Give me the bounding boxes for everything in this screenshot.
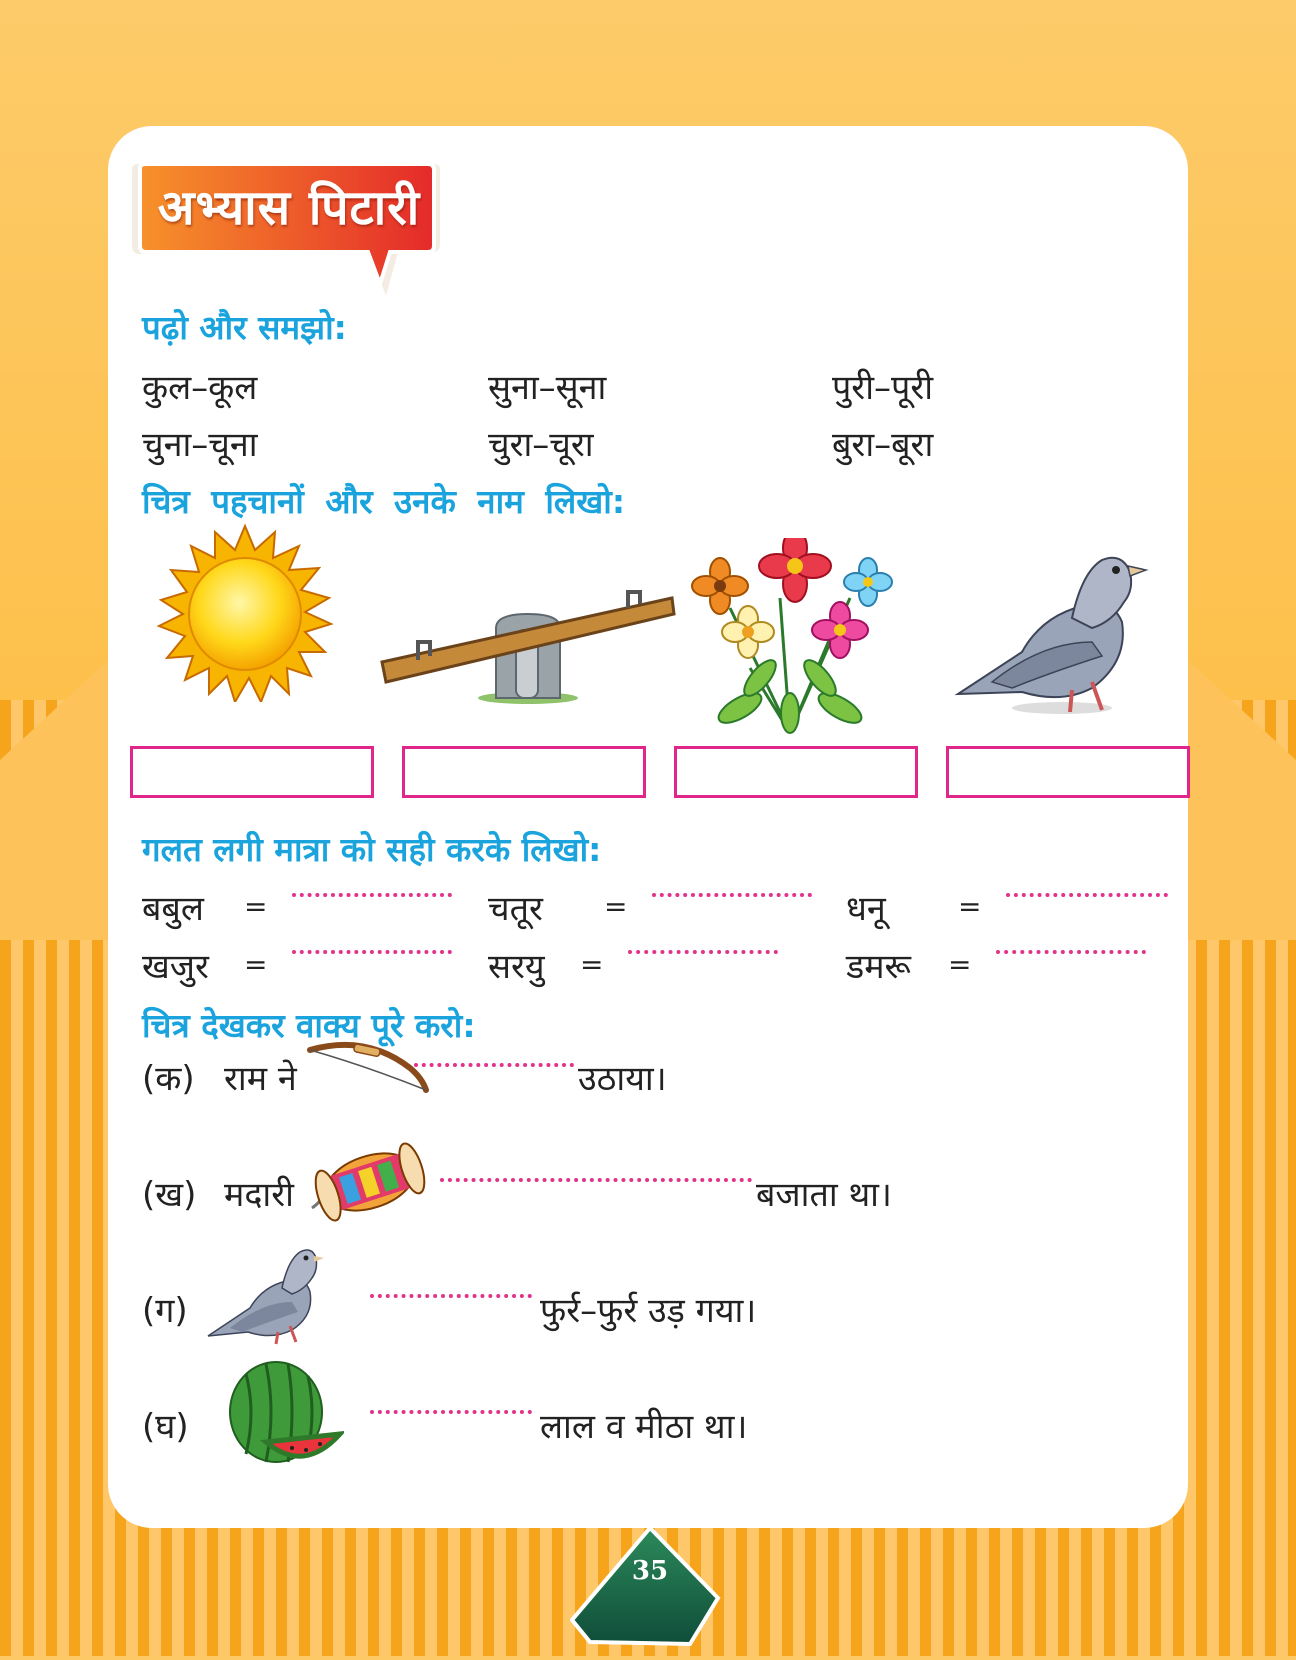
bow-icon [306,1040,436,1096]
answer-box-pigeon[interactable] [946,746,1190,798]
page-number: 35 [631,1556,669,1586]
word-pair: चुरा–चूरा [488,425,594,465]
answer-line[interactable] [370,1410,532,1414]
misspelled-word: खजुर [142,947,209,987]
sentence-end: बजाता था। [756,1175,892,1215]
page-number-badge [570,1526,730,1656]
misspelled-word: धनू [846,889,886,929]
word-pair: कुल–कूल [142,368,258,408]
misspelled-word: सरयु [488,947,545,987]
sentence-end: उठाया। [578,1059,667,1099]
misspelled-word: बबुल [142,889,204,929]
section-heading-correct: गलत लगी मात्रा को सही करके लिखो: [142,830,602,869]
answer-box-sun[interactable] [130,746,374,798]
answer-line[interactable] [292,893,452,897]
sentence-end: लाल व मीठा था। [540,1407,748,1447]
equals-sign: = [244,890,268,923]
answer-line[interactable] [414,1063,574,1067]
sun-icon [140,522,350,702]
word-pair: पुरी–पूरी [832,368,934,408]
watermelon-icon [226,1354,344,1472]
misspelled-word: डमरू [846,947,911,987]
misspelled-word: चतूर [488,889,543,929]
pigeon-icon [206,1236,326,1348]
equals-sign: = [580,948,604,981]
page-title: अभ्यास पिटारी [157,180,421,236]
section-heading-complete: चित्र देखकर वाक्य पूरे करो: [142,1006,476,1045]
equals-sign: = [958,890,982,923]
word-pair: सुना–सूना [488,368,607,408]
equals-sign: = [604,890,628,923]
answer-line[interactable] [628,950,778,954]
title-banner [128,160,442,256]
pigeon-icon [952,532,1152,722]
section-heading-read: पढ़ो और समझो: [142,308,347,347]
sentence-label: (ख) [142,1175,197,1215]
sentence-label: (घ) [142,1407,189,1447]
section-heading-identify: चित्र पहचानों और उनके नाम लिखो: [142,482,626,521]
sentence-label: (ग) [142,1291,188,1331]
answer-line[interactable] [1006,893,1168,897]
equals-sign: = [948,948,972,981]
answer-line[interactable] [652,893,812,897]
word-pair: बुरा–बूरा [832,425,934,465]
answer-line[interactable] [292,950,452,954]
answer-line[interactable] [996,950,1146,954]
equals-sign: = [244,948,268,981]
answer-box-seesaw[interactable] [402,746,646,798]
sentence-end: फुर्र–फुर्र उड़ गया। [540,1291,757,1331]
damru-icon [302,1134,438,1230]
sentence-start: मदारी [224,1175,294,1215]
word-pair: चुना–चूना [142,425,258,465]
answer-line[interactable] [440,1178,752,1182]
seesaw-icon [378,590,678,710]
answer-box-flowers[interactable] [674,746,918,798]
sentence-label: (क) [142,1059,195,1099]
sentence-start: राम ने [224,1059,297,1099]
flowers-icon [690,538,900,738]
answer-line[interactable] [370,1294,532,1298]
